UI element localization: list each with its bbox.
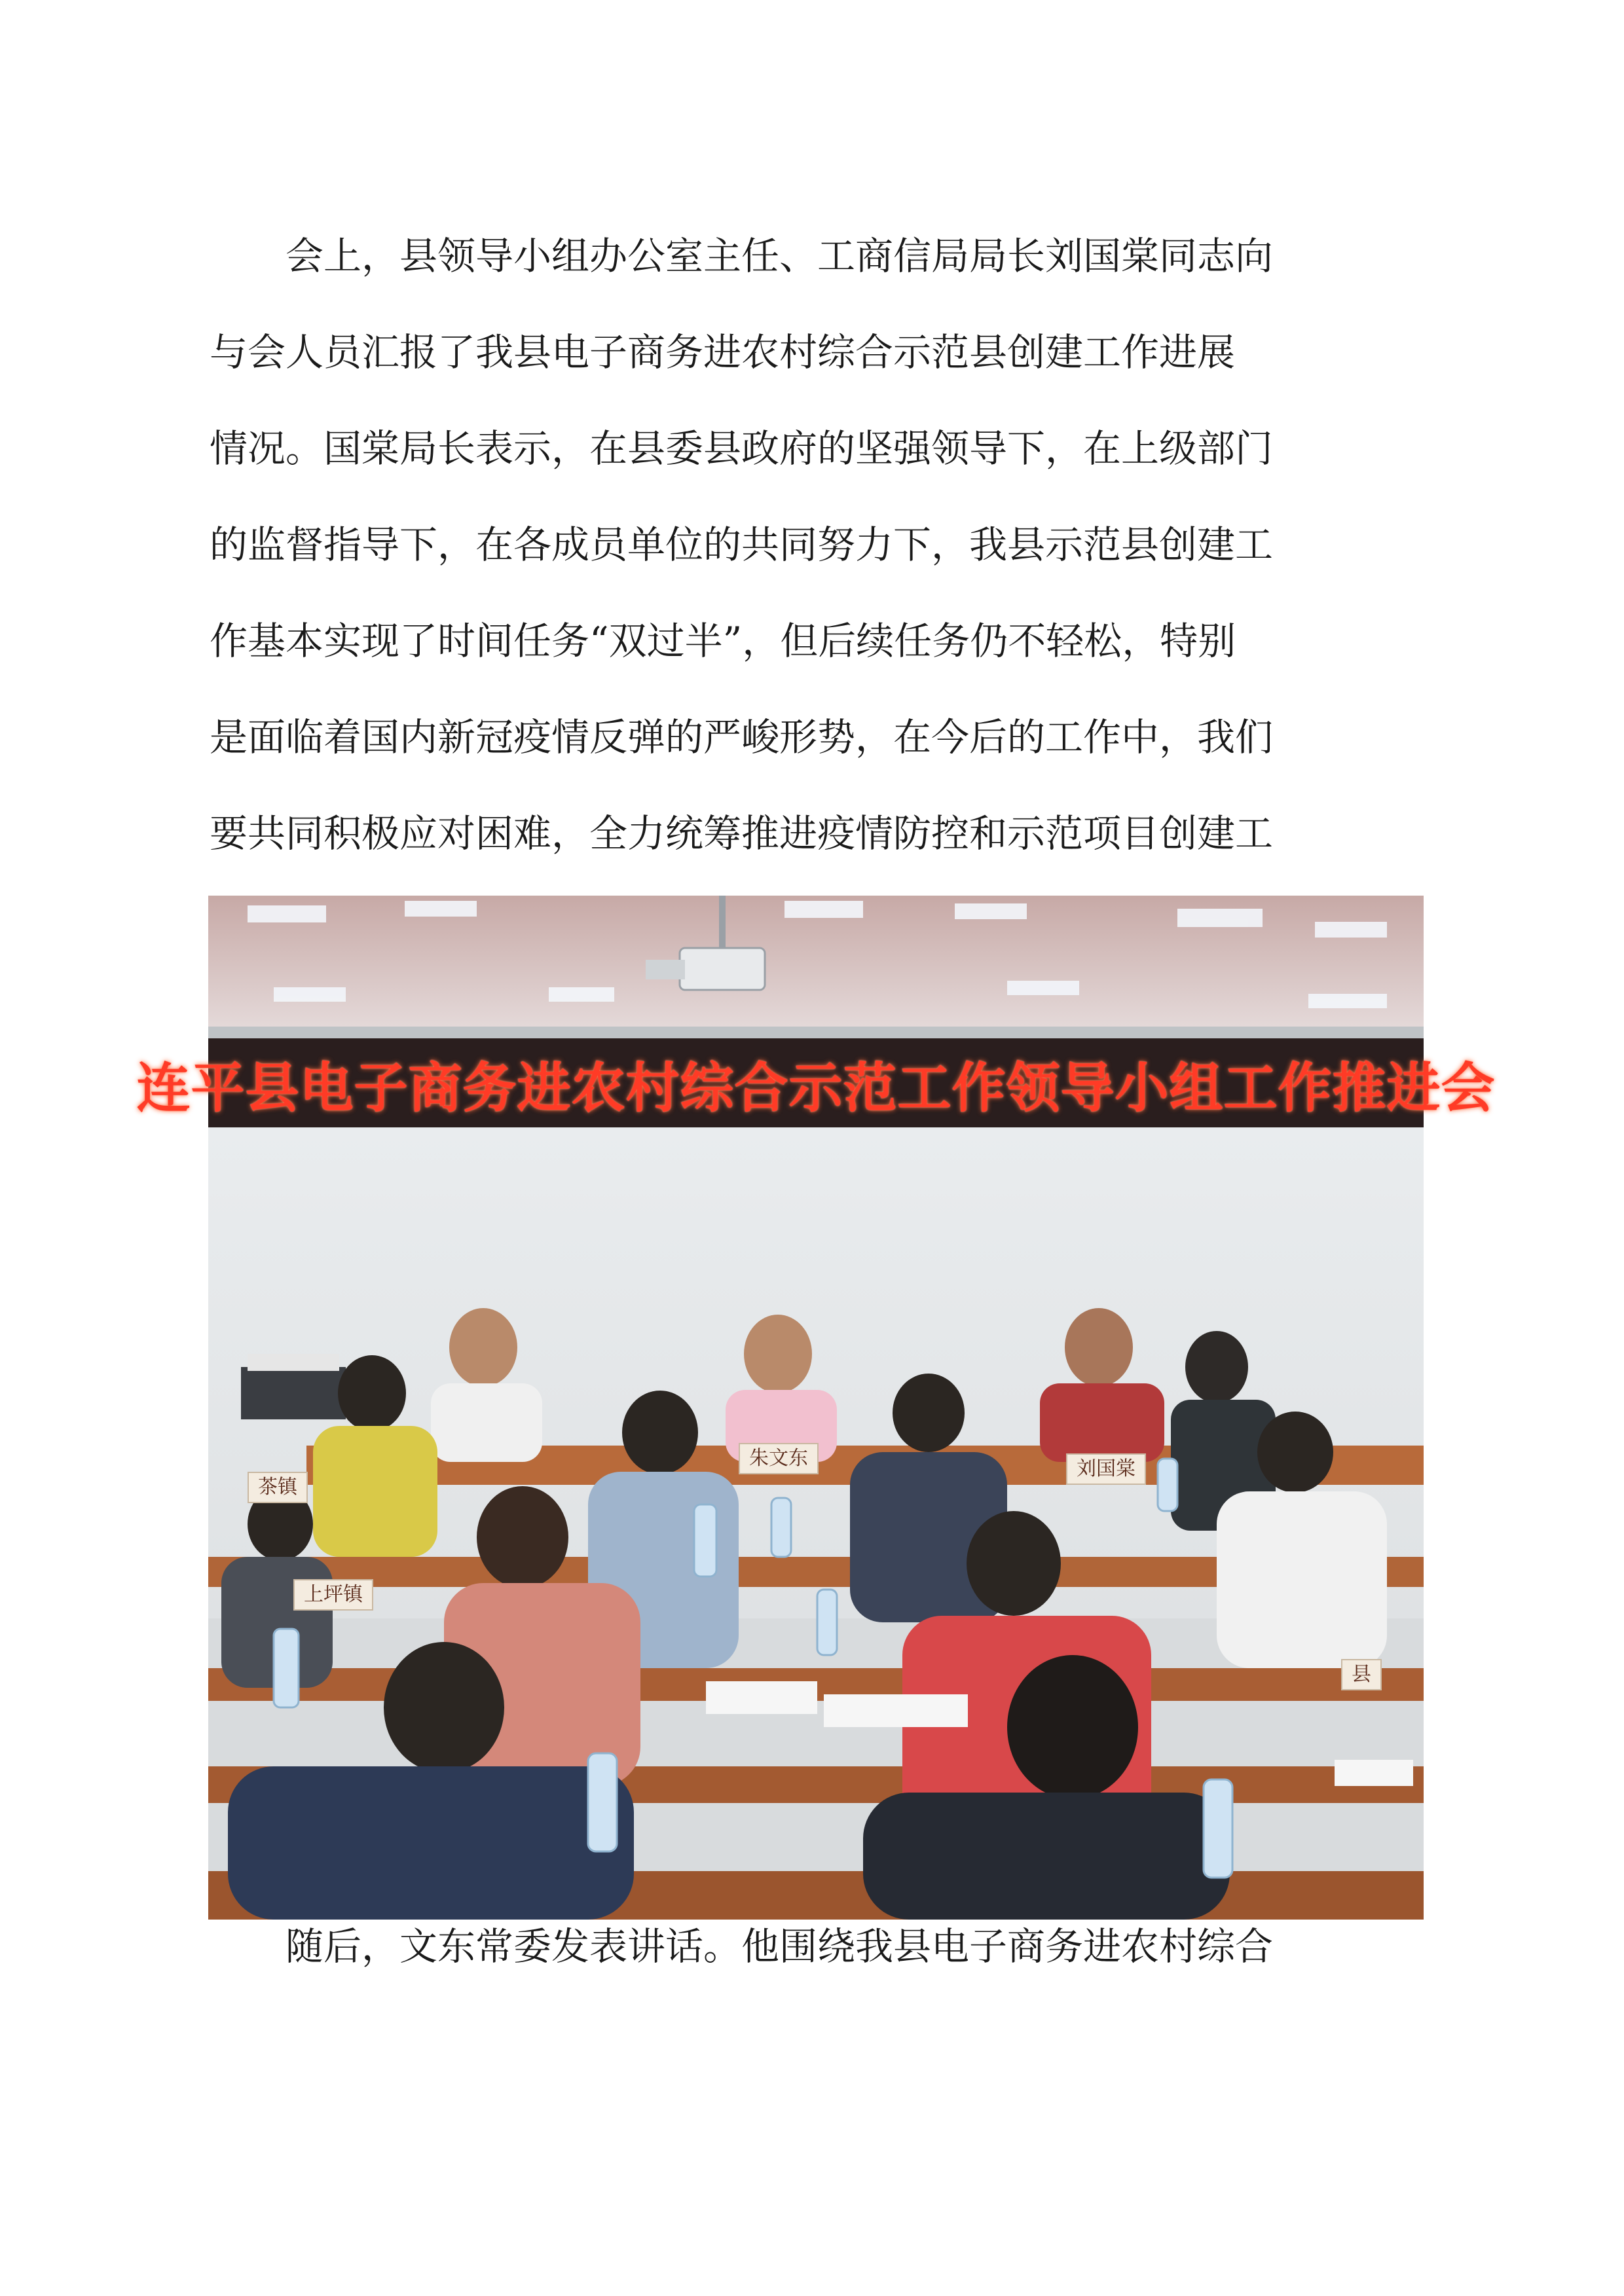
text-line: 是面临着国内新冠疫情反弹的严峻形势，在今后的工作中，我们 — [210, 715, 1274, 759]
text-line: 的监督指导下，在各成员单位的共同努力下，我县示范县创建工 — [210, 522, 1274, 567]
name-card: 朱文东 — [739, 1443, 819, 1474]
name-card: 刘国棠 — [1066, 1453, 1146, 1485]
name-card: 茶镇 — [248, 1472, 308, 1503]
meeting-photo — [136, 896, 1496, 1920]
led-banner: 连平县电子商务进农村综合示范工作领导小组工作推进会 — [136, 1057, 1496, 1120]
name-card: 上坪镇 — [293, 1579, 373, 1611]
text-line: 要共同积极应对困难，全力统筹推进疫情防控和示范项目创建工 — [210, 811, 1274, 856]
text-line: 随后，文东常委发表讲话。他围绕我县电子商务进农村综合 — [286, 1924, 1274, 1969]
text-line: 会上，县领导小组办公室主任、工商信局局长刘国棠同志向 — [286, 234, 1274, 278]
text-line: 作基本实现了时间任务“双过半”，但后续任务仍不轻松，特别 — [210, 619, 1236, 663]
text-line: 与会人员汇报了我县电子商务进农村综合示范县创建工作进展 — [210, 330, 1236, 374]
paragraph-report — [210, 208, 1424, 978]
name-card: 县 — [1341, 1659, 1382, 1690]
paragraph-speech — [210, 1899, 1424, 1995]
text-line: 情况。国棠局长表示，在县委县政府的坚强领导下，在上级部门 — [210, 426, 1274, 471]
